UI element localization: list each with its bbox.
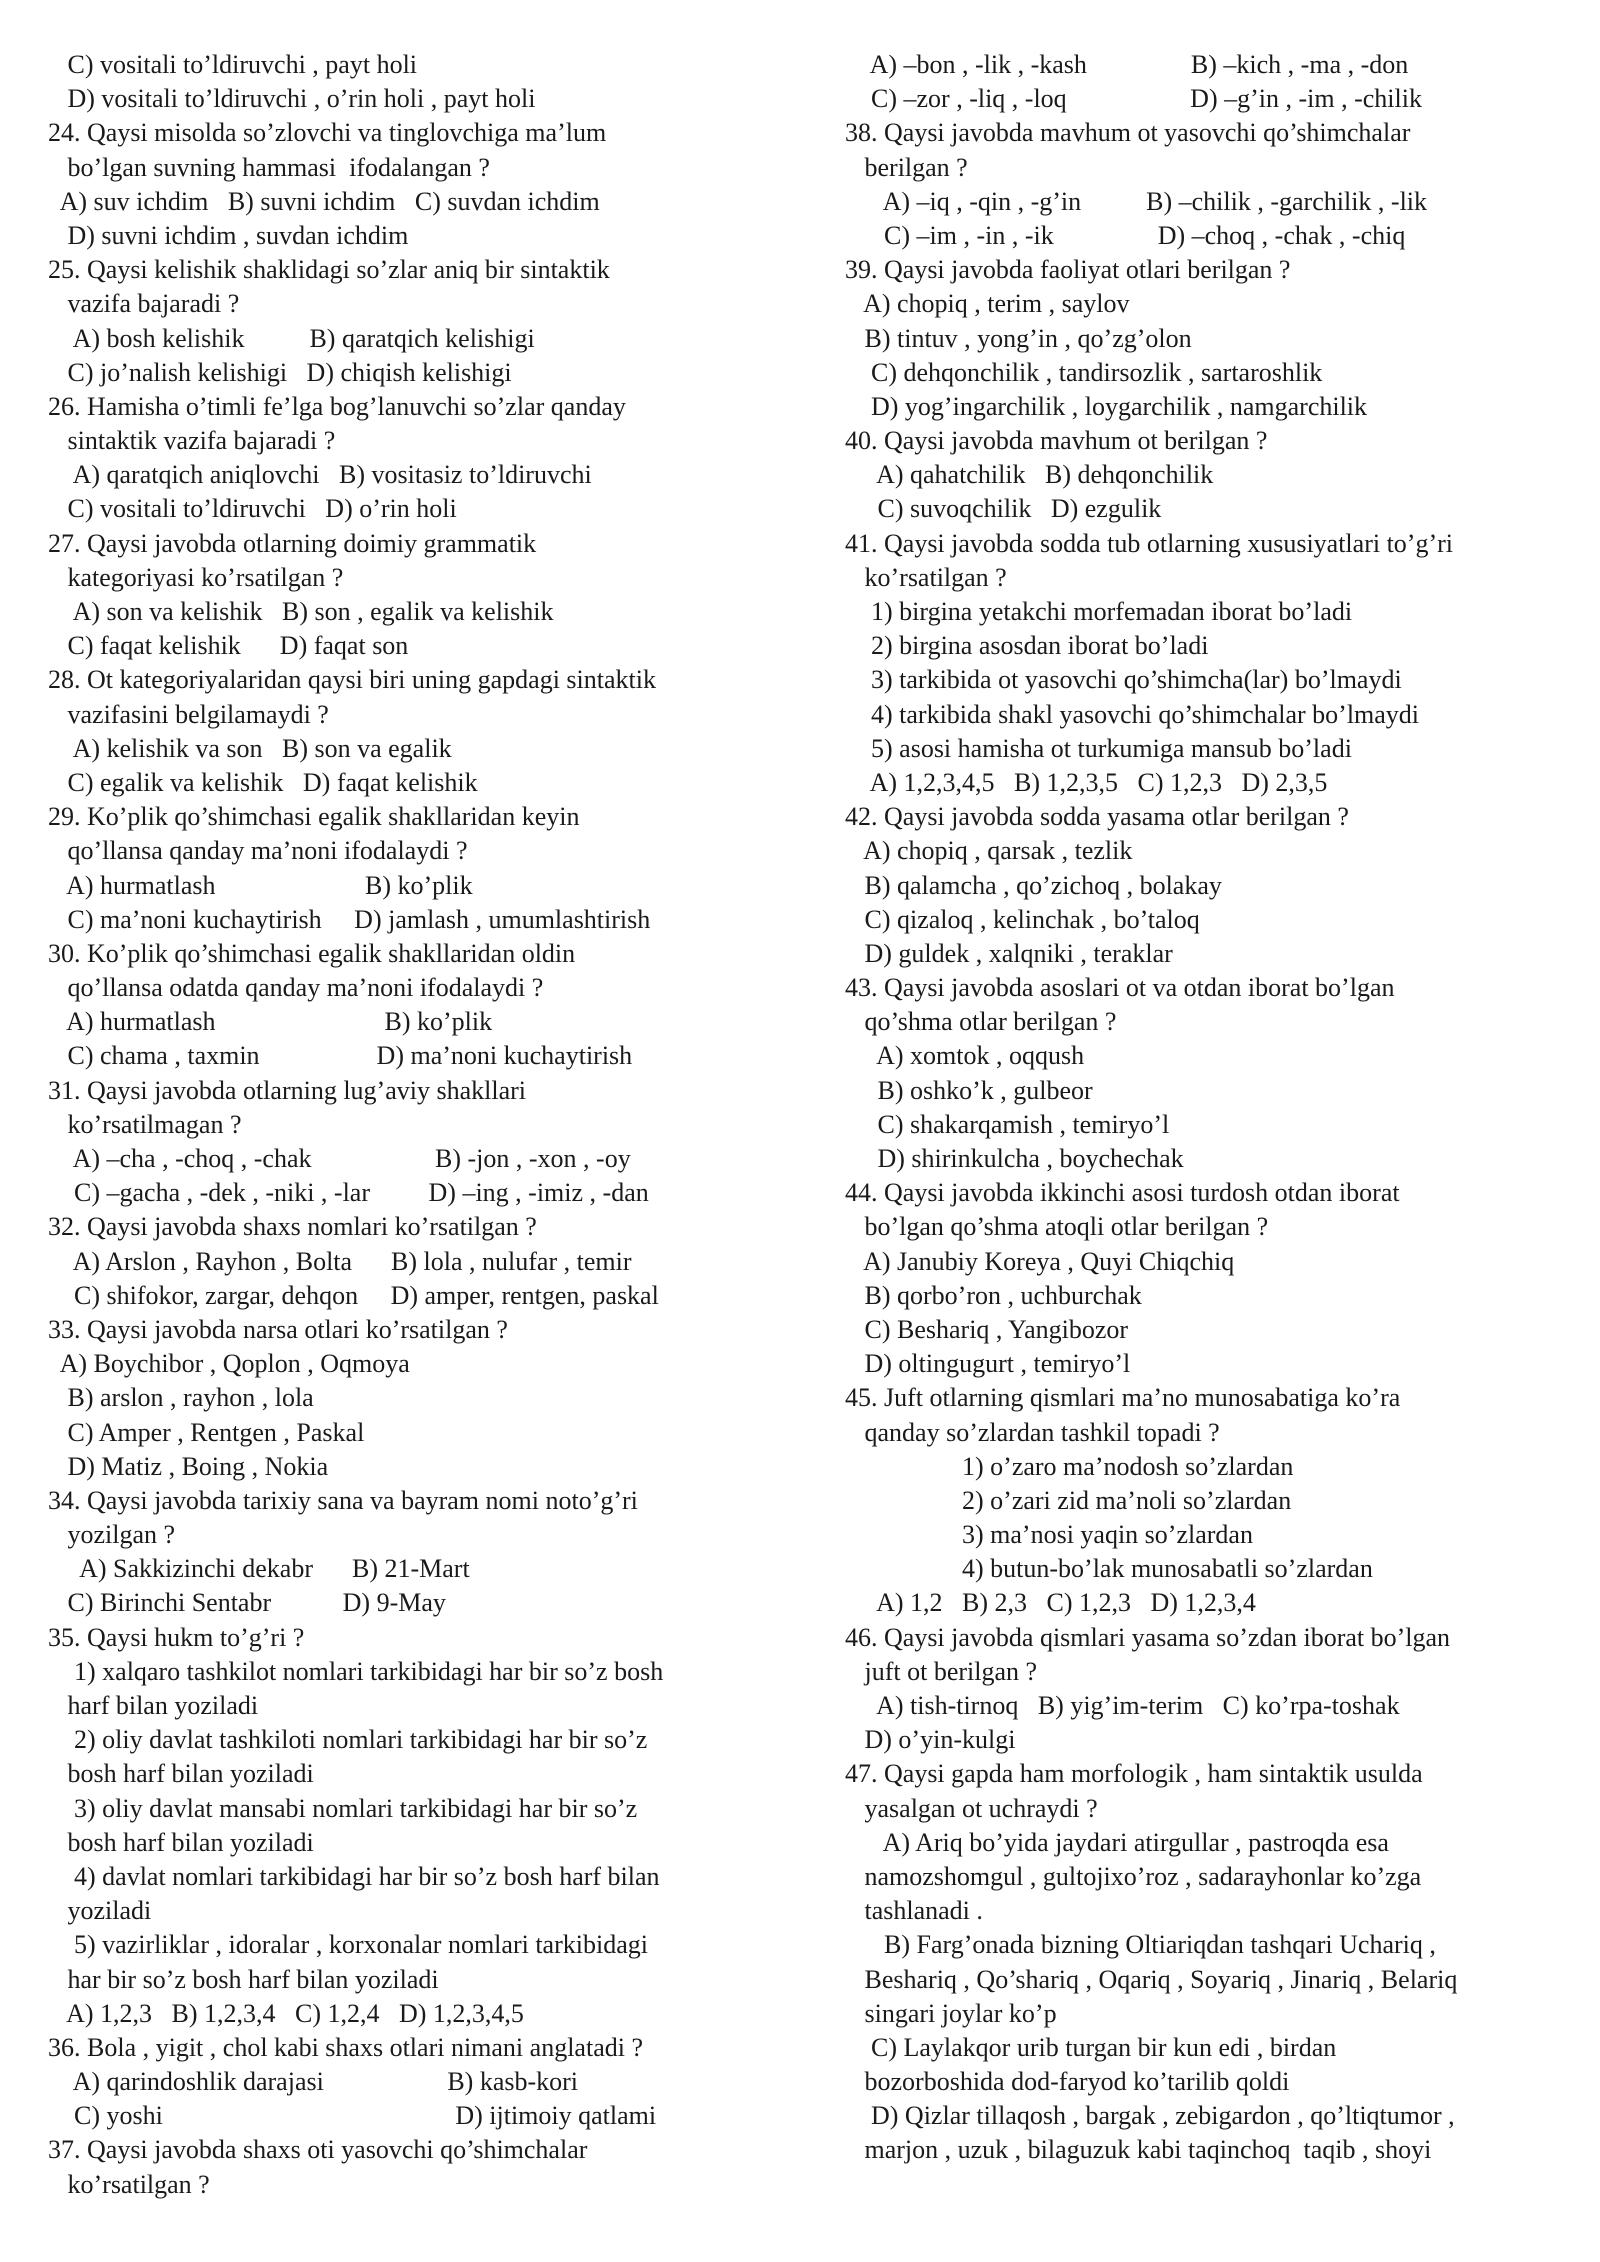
- text-line: A) hurmatlash B) ko’plik: [48, 1007, 493, 1037]
- text-line: C) suvoqchilik D) ezgulik: [845, 494, 1162, 524]
- text-line: A) 1,2 B) 2,3 C) 1,2,3 D) 1,2,3,4: [845, 1588, 1256, 1618]
- text-line: 28. Ot kategoriyalaridan qaysi biri uning gapdagi sintaktik: [48, 665, 656, 695]
- text-line: namozshomgul , gultojixo’roz , sadarayhonlar ko’zga: [845, 1861, 1422, 1891]
- text-line: 32. Qaysi javobda shaxs nomlari ko’rsatilgan ?: [48, 1212, 537, 1242]
- text-line: bozorboshida dod-faryod ko’tarilib qoldi: [845, 2067, 1290, 2097]
- text-line: C) Laylakqor urib turgan bir kun edi , birdan: [845, 2032, 1337, 2062]
- text-line: har bir so’z bosh harf bilan yoziladi: [48, 1964, 439, 1994]
- text-line: C) chama , taxmin D) ma’noni kuchaytirish: [48, 1041, 633, 1071]
- left-column: [48, 48, 808, 2202]
- text-line: C) jo’nalish kelishigi D) chiqish kelishigi: [48, 357, 512, 387]
- text-line: 36. Bola , yigit , chol kabi shaxs otlari nimani anglatadi ?: [48, 2032, 643, 2062]
- text-line: A) xomtok , oqqush: [845, 1041, 1085, 1071]
- text-line: kategoriyasi ko’rsatilgan ?: [48, 562, 344, 592]
- text-line: vazifa bajaradi ?: [48, 289, 240, 319]
- text-line: 4) davlat nomlari tarkibidagi har bir so’z bosh harf bilan: [48, 1861, 660, 1891]
- text-line: bo’lgan qo’shma atoqli otlar berilgan ?: [845, 1212, 1269, 1242]
- text-line: 47. Qaysi gapda ham morfologik , ham sintaktik usulda: [845, 1759, 1423, 1789]
- text-line: A) kelishik va son B) son va egalik: [48, 733, 452, 763]
- text-line: A) chopiq , terim , saylov: [845, 289, 1130, 319]
- text-line: B) oshko’k , gulbeor: [845, 1075, 1093, 1105]
- text-line: C) –im , -in , -ik D) –choq , -chak , -chiq: [845, 220, 1406, 250]
- text-line: qo’shma otlar berilgan ?: [845, 1007, 1117, 1037]
- text-line: 4) tarkibida shakl yasovchi qo’shimchalar bo’lmaydi: [845, 699, 1420, 729]
- text-line: C) –gacha , -dek , -niki , -lar D) –ing , -imiz , -dan: [48, 1178, 649, 1208]
- text-line: 42. Qaysi javobda sodda yasama otlar berilgan ?: [845, 802, 1349, 832]
- text-line: 38. Qaysi javobda mavhum ot yasovchi qo’shimchalar: [845, 118, 1411, 148]
- text-line: D) o’yin-kulgi: [845, 1725, 1016, 1755]
- text-line: C) vositali to’ldiruvchi D) o’rin holi: [48, 494, 457, 524]
- text-line: D) Qizlar tillaqosh , bargak , zebigardon , qo’ltiqtumor ,: [845, 2101, 1455, 2131]
- text-line: 26. Hamisha o’timli fe’lga bog’lanuvchi so’zlar qanday: [48, 391, 626, 421]
- text-line: A) qarindoshlik darajasi B) kasb-kori: [48, 2067, 579, 2097]
- text-line: C) shifokor, zargar, dehqon D) amper, rentgen, paskal: [48, 1280, 659, 1310]
- text-line: vazifasini belgilamaydi ?: [48, 699, 329, 729]
- text-line: D) Matiz , Boing , Nokia: [48, 1451, 329, 1481]
- text-line: C) dehqonchilik , tandirsozlik , sartaroshlik: [845, 357, 1323, 387]
- text-line: A) suv ichdim B) suvni ichdim C) suvdan ichdim: [48, 186, 600, 216]
- text-line: 33. Qaysi javobda narsa otlari ko’rsatilgan ?: [48, 1314, 508, 1344]
- text-line: D) oltingugurt , temiryo’l: [845, 1349, 1131, 1379]
- text-line: A) tish-tirnoq B) yig’im-terim C) ko’rpa-toshak: [845, 1691, 1400, 1720]
- text-line: 31. Qaysi javobda otlarning lug’aviy shakllari: [48, 1075, 527, 1105]
- text-line: C) vositali to’ldiruvchi , payt holi: [48, 50, 418, 79]
- text-line: A) hurmatlash B) ko’plik: [48, 870, 473, 900]
- text-line: 43. Qaysi javobda asoslari ot va otdan iborat bo’lgan: [845, 973, 1395, 1003]
- text-line: 27. Qaysi javobda otlarning doimiy grammatik: [48, 528, 537, 558]
- text-line: 40. Qaysi javobda mavhum ot berilgan ?: [845, 426, 1268, 456]
- text-line: 30. Ko’plik qo’shimchasi egalik shakllaridan oldin: [48, 938, 576, 968]
- text-line: C) ma’noni kuchaytirish D) jamlash , umumlashtirish: [48, 904, 651, 934]
- text-line: B) qorbo’ron , uchburchak: [845, 1280, 1142, 1310]
- text-line: 2) birgina asosdan iborat bo’ladi: [845, 631, 1209, 661]
- text-line: bo’lgan suvning hammasi ifodalangan ?: [48, 152, 490, 182]
- text-line: 2) oliy davlat tashkiloti nomlari tarkibidagi har bir so’z: [48, 1725, 648, 1755]
- text-line: A) Janubiy Koreya , Quyi Chiqchiq: [845, 1246, 1235, 1276]
- text-line: B) Farg’onada bizning Oltiariqdan tashqari Uchariq ,: [845, 1930, 1436, 1960]
- text-line: 3) oliy davlat mansabi nomlari tarkibidagi har bir so’z: [48, 1793, 638, 1823]
- text-line: yasalgan ot uchraydi ?: [845, 1793, 1098, 1823]
- text-line: 37. Qaysi javobda shaxs oti yasovchi qo’shimchalar: [48, 2135, 588, 2165]
- text-line: ko’rsatilgan ?: [48, 2169, 210, 2199]
- text-line: A) bosh kelishik B) qaratqich kelishigi: [48, 323, 535, 353]
- text-line: sintaktik vazifa bajaradi ?: [48, 426, 336, 456]
- text-line: ko’rsatilgan ?: [845, 562, 1007, 592]
- text-line: 29. Ko’plik qo’shimchasi egalik shakllaridan keyin: [48, 802, 580, 832]
- text-line: A) Boychibor , Qoplon , Oqmoya: [48, 1349, 410, 1379]
- text-line: singari joylar ko’p: [845, 1998, 1057, 2028]
- text-line: D) vositali to’ldiruvchi , o’rin holi , payt holi: [48, 84, 536, 114]
- text-line: yoziladi: [48, 1896, 152, 1926]
- text-line: 4) butun-bo’lak munosabatli so’zlardan: [845, 1554, 1373, 1584]
- text-line: D) yog’ingarchilik , loygarchilik , namgarchilik: [845, 391, 1368, 421]
- text-line: C) Beshariq , Yangibozor: [845, 1314, 1129, 1344]
- text-line: 24. Qaysi misolda so’zlovchi va tinglovchiga ma’lum: [48, 118, 607, 148]
- text-line: harf bilan yoziladi: [48, 1691, 259, 1720]
- text-line: yozilgan ?: [48, 1520, 176, 1550]
- text-line: A) chopiq , qarsak , tezlik: [845, 836, 1133, 866]
- text-line: A) son va kelishik B) son , egalik va kelishik: [48, 597, 554, 626]
- text-line: A) Sakkizinchi dekabr B) 21-Mart: [48, 1554, 470, 1584]
- text-line: qo’llansa qanday ma’noni ifodalaydi ?: [48, 836, 468, 866]
- text-line: A) –iq , -qin , -g’in B) –chilik , -garchilik , -lik: [845, 186, 1428, 216]
- text-line: D) suvni ichdim , suvdan ichdim: [48, 220, 409, 250]
- text-line: bosh harf bilan yoziladi: [48, 1759, 314, 1789]
- text-line: 3) ma’nosi yaqin so’zlardan: [845, 1520, 1253, 1550]
- text-line: qo’llansa odatda qanday ma’noni ifodalaydi ?: [48, 973, 544, 1003]
- text-line: C) faqat kelishik D) faqat son: [48, 631, 409, 661]
- text-line: 5) asosi hamisha ot turkumiga mansub bo’ladi: [845, 733, 1352, 763]
- text-line: C) Birinchi Sentabr D) 9-May: [48, 1588, 446, 1618]
- text-line: C) Amper , Rentgen , Paskal: [48, 1417, 365, 1447]
- text-line: juft ot berilgan ?: [845, 1656, 1038, 1686]
- text-line: A) Arslon , Rayhon , Bolta B) lola , nulufar , temir: [48, 1246, 632, 1276]
- text-line: 1) birgina yetakchi morfemadan iborat bo’ladi: [845, 597, 1353, 626]
- text-line: B) arslon , rayhon , lola: [48, 1383, 314, 1413]
- text-line: berilgan ?: [845, 152, 968, 182]
- text-line: 46. Qaysi javobda qismlari yasama so’zdan iborat bo’lgan: [845, 1622, 1451, 1652]
- text-line: tashlanadi .: [845, 1896, 983, 1926]
- text-line: B) tintuv , yong’in , qo’zg’olon: [845, 323, 1192, 353]
- text-line: 1) o’zaro ma’nodosh so’zlardan: [845, 1451, 1294, 1481]
- text-line: qanday so’zlardan tashkil topadi ?: [845, 1417, 1220, 1447]
- text-line: Beshariq , Qo’shariq , Oqariq , Soyariq , Jinariq , Belariq: [845, 1964, 1458, 1994]
- text-line: marjon , uzuk , bilaguzuk kabi taqinchoq taqib , shoyi: [845, 2135, 1432, 2165]
- text-line: C) qizaloq , kelinchak , bo’taloq: [845, 904, 1200, 934]
- text-line: C) shakarqamish , temiryo’l: [845, 1109, 1170, 1139]
- text-line: A) 1,2,3 B) 1,2,3,4 C) 1,2,4 D) 1,2,3,4,5: [48, 1998, 524, 2028]
- text-line: 5) vazirliklar , idoralar , korxonalar nomlari tarkibidagi: [48, 1930, 648, 1960]
- right-column: [845, 48, 1565, 2168]
- text-line: ko’rsatilmagan ?: [48, 1109, 242, 1139]
- text-line: C) –zor , -liq , -loq D) –g’in , -im , -chilik: [845, 84, 1422, 114]
- text-line: 34. Qaysi javobda tarixiy sana va bayram nomi noto’g’ri: [48, 1485, 638, 1515]
- text-line: A) –bon , -lik , -kash B) –kich , -ma , -don: [845, 50, 1409, 79]
- text-line: A) 1,2,3,4,5 B) 1,2,3,5 C) 1,2,3 D) 2,3,5: [845, 767, 1328, 797]
- text-line: 25. Qaysi kelishik shaklidagi so’zlar aniq bir sintaktik: [48, 255, 610, 285]
- text-line: bosh harf bilan yoziladi: [48, 1827, 314, 1857]
- text-line: 41. Qaysi javobda sodda tub otlarning xususiyatlari to’g’ri: [845, 528, 1454, 558]
- text-line: B) qalamcha , qo’zichoq , bolakay: [845, 870, 1222, 900]
- text-line: 3) tarkibida ot yasovchi qo’shimcha(lar) bo’lmaydi: [845, 665, 1402, 695]
- text-line: C) egalik va kelishik D) faqat kelishik: [48, 767, 478, 797]
- text-line: A) qahatchilik B) dehqonchilik: [845, 460, 1214, 490]
- text-line: 39. Qaysi javobda faoliyat otlari berilgan ?: [845, 255, 1291, 285]
- text-line: A) qaratqich aniqlovchi B) vositasiz to’ldiruvchi: [48, 460, 592, 490]
- text-line: 45. Juft otlarning qismlari ma’no munosabatiga ko’ra: [845, 1383, 1401, 1413]
- text-line: 1) xalqaro tashkilot nomlari tarkibidagi har bir so’z bosh: [48, 1656, 664, 1686]
- text-line: D) guldek , xalqniki , teraklar: [845, 938, 1173, 968]
- text-line: 44. Qaysi javobda ikkinchi asosi turdosh otdan iborat: [845, 1178, 1400, 1208]
- text-line: C) yoshi D) ijtimoiy qatlami: [48, 2101, 657, 2131]
- text-line: A) –cha , -choq , -chak B) -jon , -xon , -oy: [48, 1144, 631, 1173]
- text-line: A) Ariq bo’yida jaydari atirgullar , pastroqda esa: [845, 1827, 1389, 1857]
- text-line: D) shirinkulcha , boychechak: [845, 1144, 1184, 1173]
- text-line: 2) o’zari zid ma’noli so’zlardan: [845, 1485, 1292, 1515]
- text-line: 35. Qaysi hukm to’g’ri ?: [48, 1622, 305, 1652]
